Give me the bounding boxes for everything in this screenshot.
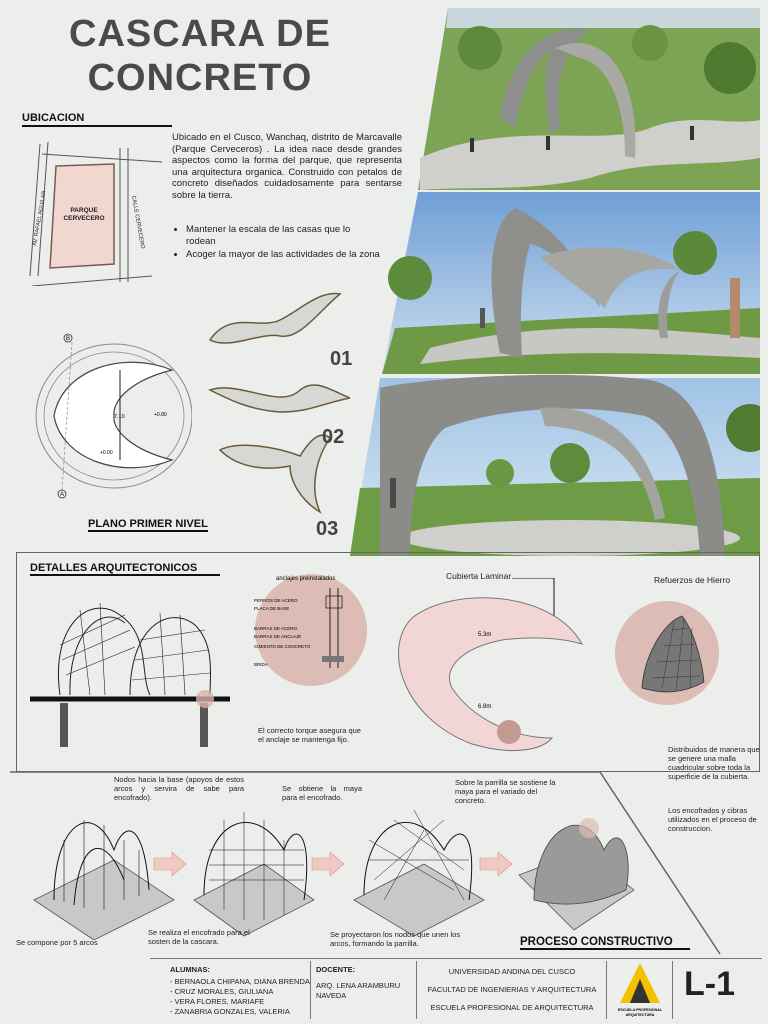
- render-aerial: [418, 8, 760, 190]
- school-logo: [614, 961, 666, 1019]
- anchor-label-2: PLACA DE BASE: [254, 606, 290, 611]
- form-02-shape: [210, 385, 350, 412]
- sheet-number: L-1: [684, 965, 735, 1003]
- bullet-2: • Acoger la mayor de las actividades de la zona: [186, 249, 382, 261]
- faculty-name: FACULTAD DE INGENIERIAS Y ARQUITECTURA: [427, 985, 597, 994]
- step3-bottom-note: Se proyectaron los nodos que unen los arcos, formando la parrilla.: [330, 930, 461, 948]
- alumnas-list: [170, 977, 310, 1017]
- anchor-label-6: BRIDA: [254, 662, 268, 667]
- rebar-detail-circle: [612, 598, 722, 708]
- location-map: [22, 136, 172, 286]
- ubicacion-heading: UBICACION: [22, 112, 172, 127]
- anchor-detail-circle: [246, 568, 376, 688]
- alumna-3: - VERA FLORES, MARIAFE: [170, 997, 265, 1006]
- plan-heading: PLANO PRIMER NIVEL: [88, 518, 208, 530]
- render-interior: [350, 375, 760, 556]
- school-logo-text: ESCUELA PROFESIONAL: [618, 1008, 662, 1012]
- form-01-shape: [210, 293, 340, 343]
- step1-top-note: Nodos hacia la base (apoyos de estos arcos y servira de sabe para encofrado).: [114, 775, 244, 802]
- anchor-label-3: BARRAS DE ACERO: [254, 626, 298, 631]
- step3-top-note: Sobre la parrilla se sostiene la maya para el variado del concreto.: [455, 778, 556, 805]
- render-perspective: [382, 192, 760, 374]
- step1-bottom-note: Se compone por 5 arcos: [16, 938, 98, 947]
- plan-drawing: [22, 330, 192, 500]
- plan-marker-a: A: [59, 492, 65, 498]
- park-label-2: CERVECERO: [63, 215, 105, 222]
- anchor-title: anclajes preinstalados: [276, 576, 336, 582]
- docente-name: ARQ. LENA ARAMBURU NAVEDA: [316, 981, 401, 1000]
- torque-note: El correcto torque asegura que el anclaje se mantenga fijo.: [258, 726, 361, 744]
- bullet-1: • Mantener la escala de las casas que lo rodean: [186, 224, 382, 247]
- note-malla: Distribuidos de manera que se genere una malla cuadricular sobre toda la superficie de la cubierta.: [668, 745, 760, 781]
- note-encofrados: Los encofrados y cibras utilizados en el proceso de construccion.: [668, 806, 757, 833]
- dim-lower: 6.8m: [478, 704, 492, 710]
- form-03-number: 03: [316, 518, 339, 540]
- plan-dim: 7.10: [114, 414, 125, 420]
- shell-plan-drawing: [392, 578, 592, 758]
- school-logo-text-2: ARQUITECTURA: [625, 1013, 655, 1017]
- cubierta-label: Cubierta Laminar: [446, 571, 512, 581]
- docente-label: DOCENTE:: [316, 965, 356, 974]
- anchor-label-4: BARRAS DE ANCLAJE: [254, 634, 302, 639]
- form-03-shape: [220, 435, 330, 512]
- anchor-label-1: PERNOS DE ACERO: [254, 598, 298, 603]
- poster-title: [40, 12, 360, 100]
- plan-level-a: +0.80: [154, 412, 167, 418]
- detalles-heading: DETALLES ARQUITECTONICOS: [30, 562, 220, 576]
- title-line-1: CASCARA DE: [69, 13, 331, 55]
- plan-marker-b: B: [65, 336, 71, 342]
- form-01-number: 01: [330, 348, 353, 370]
- park-label-1: PARQUE: [70, 207, 98, 214]
- alumna-2: - CRUZ MORALES, GIULIANA: [170, 987, 274, 996]
- street-right-label: CALLE CERVECERO: [130, 195, 146, 250]
- alumna-4: - ZANABRIA GONZALES, VALERIA: [170, 1007, 290, 1016]
- proceso-heading: PROCESO CONSTRUCTIVO: [520, 936, 690, 950]
- footer: [150, 958, 762, 1021]
- alumnas-label: ALUMNAS:: [170, 965, 210, 974]
- alumna-1: - BERNAOLA CHIPANA, DIANA BRENDA: [170, 977, 310, 986]
- university-name: UNIVERSIDAD ANDINA DEL CUSCO: [448, 967, 576, 976]
- anchor-label-5: CIMIENTO DE CONCRETO: [254, 644, 311, 649]
- street-left-label: AV. RAFAEL AGUILAR: [32, 190, 48, 247]
- title-line-2: CONCRETO: [87, 57, 313, 99]
- ubicacion-description: Ubicado en el Cusco, Wanchaq, distrito de Marcavalle (Parque Cerveceros) . La idea nace desde grandes aspectos como la forma del parque, que representa una arquitectura organica. Construido con petalos de concreto diseñados cuidadosamente para sentarse sobre la tierra.: [172, 132, 402, 201]
- school-name: ESCUELA PROFESIONAL DE ARQUITECTURA: [430, 1003, 594, 1012]
- plan-level-b: +0.00: [100, 450, 113, 456]
- arch-structure-drawing: [30, 585, 250, 755]
- step2-top-note: Se obtiene la maya para el encofrado.: [282, 784, 362, 802]
- form-02-number: 02: [322, 426, 345, 448]
- dim-upper: 5.3m: [478, 632, 492, 638]
- refuerzos-label: Refuerzos de Hierro: [654, 575, 731, 585]
- step2-bottom-note: Se realiza el encofrado para el sosten de la cascara.: [148, 928, 250, 946]
- form-studies: [200, 280, 353, 540]
- ubicacion-bullets: [172, 224, 382, 263]
- renders-collage: [350, 8, 760, 556]
